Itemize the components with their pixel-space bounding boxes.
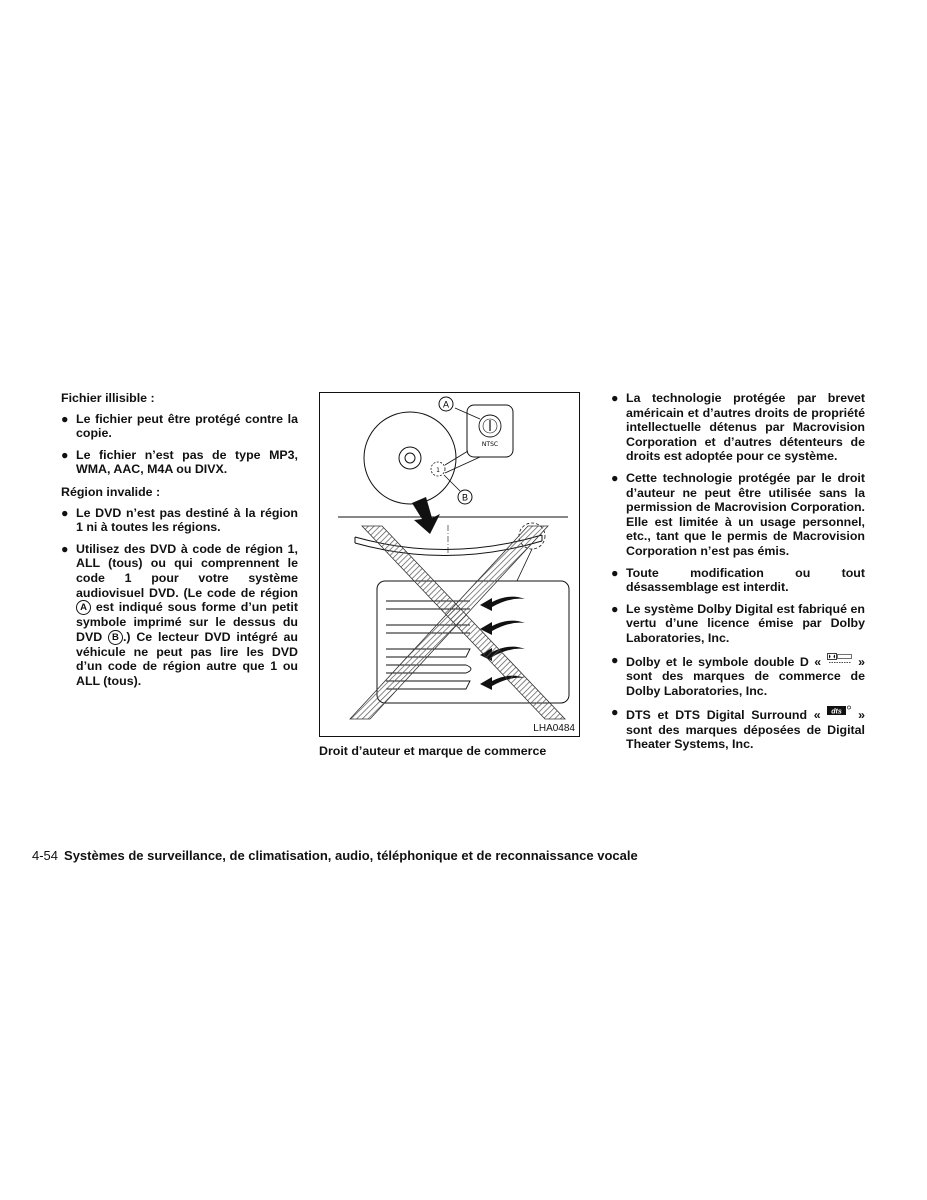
page-footer	[32, 848, 638, 863]
bullet-icon: ●	[61, 541, 69, 556]
dvd-disc-icon	[364, 412, 456, 504]
list-item: ● DTS et DTS Digital Surround « dts » sont des marques déposées de Digital Theater Systems, Inc.	[611, 705, 865, 752]
right-column	[611, 391, 865, 760]
bullet-icon: ●	[61, 505, 69, 520]
svg-text:dts: dts	[831, 708, 843, 716]
bullet-icon: ●	[611, 601, 619, 616]
list-item: ● Cette technologie protégée par le droit d’auteur ne peut être utilisée sans la permission de Macrovision Corporation. Elle est limitée à un usage personnel, etc., tant que le permis de Macrovision Corporation n’est pas émis.	[611, 470, 865, 558]
label-b	[444, 475, 472, 504]
list-item: ● Utilisez des DVD à code de région 1, ALL (tous) ou qui comprennent le code 1 pour votre système audiovisuel DVD. (Le code de région A est indiqué sous forme d’un petit symbole imprimé sur le dessus du DVD B .) Ce lecteur DVD intégré au véhicule ne peut pas lire les DVD d’un code de région autre que 1 ou ALL (tous).	[61, 541, 298, 688]
dts-logo-icon	[827, 705, 851, 716]
list-item: ● Le système Dolby Digital est fabriqué en vertu d’une licence émise par Dolby Laboratories, Inc.	[611, 601, 865, 645]
figure-label-b: B	[461, 492, 469, 503]
list-item: ● La technologie protégée par brevet américain et d’autres droits de propriété intellectuelle détenus par Macrovision Corporation et d’autres détenteurs de droits est adoptée pour ce système.	[611, 391, 865, 464]
left-column	[61, 391, 298, 697]
heading-unreadable-file: Fichier illisible :	[61, 391, 155, 405]
dvd-illustration	[320, 393, 581, 738]
marker-b-icon: B	[108, 630, 123, 645]
svg-text:1: 1	[436, 467, 440, 474]
list-item: ● Le DVD n’est pas destiné à la région 1 ni à toutes les régions.	[61, 505, 298, 535]
region-code-box	[467, 405, 513, 457]
bullet-icon: ●	[611, 565, 619, 580]
marker-a-icon: A	[76, 600, 91, 615]
bullet-icon: ●	[611, 705, 619, 720]
dvd-region-figure	[319, 392, 580, 737]
page-number: 4-54	[32, 848, 59, 863]
figure-code: LHA0484	[533, 723, 575, 734]
unreadable-file-list	[61, 412, 298, 477]
bullet-icon: ●	[611, 470, 619, 485]
list-item: ● Le fichier n’est pas de type MP3, WMA, AAC, M4A ou DIVX.	[61, 447, 298, 477]
invalid-region-list	[61, 506, 298, 689]
down-arrow-icon	[412, 497, 440, 534]
section-title: Systèmes de surveillance, de climatisation, audio, téléphonique et de reconnaissance vocale	[64, 848, 638, 863]
figure-label-a: A	[442, 399, 450, 410]
figure-caption: Droit d’auteur et marque de commerce	[319, 744, 547, 758]
list-item: ● Toute modification ou tout désassemblage est interdit.	[611, 565, 865, 595]
heading-invalid-region: Région invalide :	[61, 484, 161, 499]
bullet-icon: ●	[61, 447, 69, 462]
bullet-icon: ●	[611, 391, 619, 405]
svg-text:NTSC: NTSC	[481, 441, 499, 448]
bullet-icon: ●	[61, 411, 69, 426]
dolby-double-d-logo-icon	[827, 653, 853, 664]
bullet-icon: ●	[611, 652, 619, 667]
copyright-list	[611, 391, 865, 752]
list-item: ● Dolby et le symbole double D « » sont des marques de commerce de Dolby Laboratories, Inc.	[611, 652, 865, 698]
list-item: ● Le fichier peut être protégé contre la copie.	[61, 411, 298, 441]
